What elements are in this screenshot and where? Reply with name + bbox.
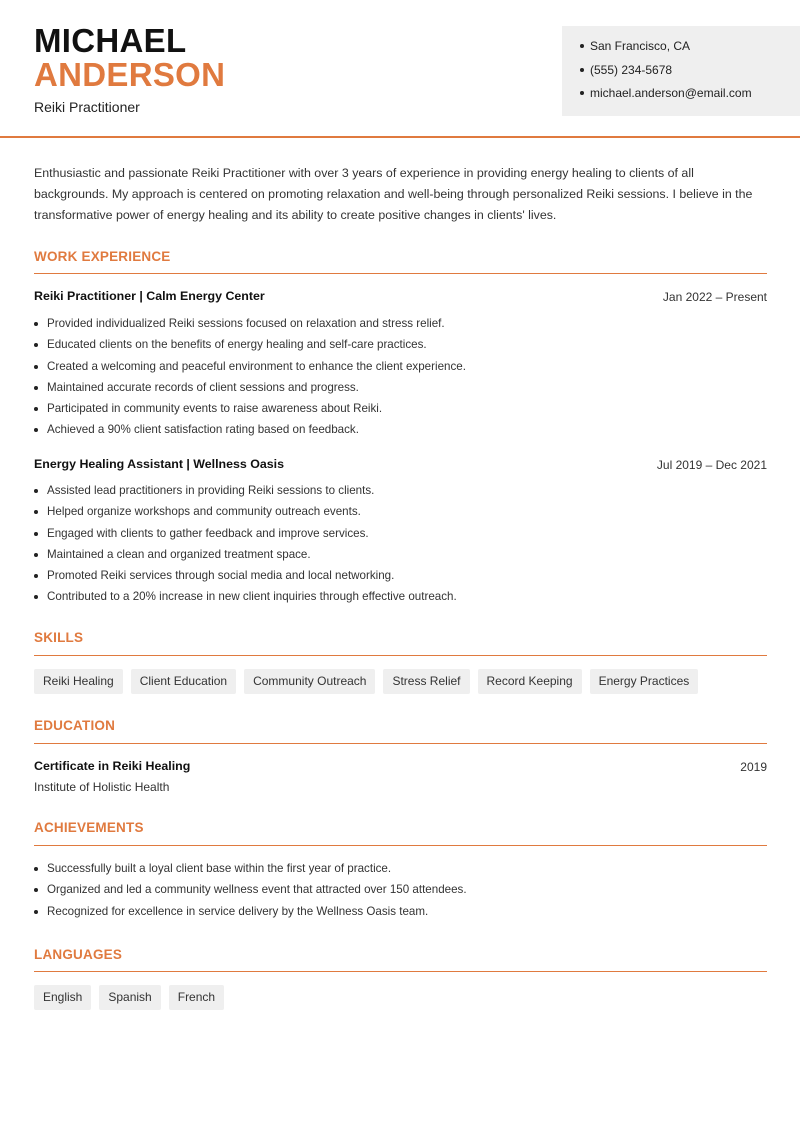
language-tag: Spanish: [99, 985, 160, 1010]
bullet-icon: [580, 68, 584, 72]
list-item: Educated clients on the benefits of energy healing and self-care practices.: [34, 337, 466, 358]
bullet-icon: [34, 489, 38, 493]
section-divider: [34, 743, 767, 744]
achievements-heading: ACHIEVEMENTS: [34, 820, 144, 835]
work-experience-heading: WORK EXPERIENCE: [34, 249, 171, 264]
candidate-name: [34, 24, 225, 92]
skills-tags: [34, 669, 698, 694]
language-tags: [34, 985, 224, 1010]
language-tag: English: [34, 985, 91, 1010]
section-divider: [34, 971, 767, 972]
bullet-icon: [34, 532, 38, 536]
list-item: Recognized for excellence in service delivery by the Wellness Oasis team.: [34, 904, 467, 925]
list-item: Organized and led a community wellness event that attracted over 150 attendees.: [34, 882, 467, 903]
bullet-icon: [34, 386, 38, 390]
education-year: 2019: [740, 760, 767, 774]
list-item: Contributed to a 20% increase in new client inquiries through effective outreach.: [34, 589, 457, 610]
job-1-title: Reiki Practitioner | Calm Energy Center: [34, 289, 265, 303]
skill-tag: Reiki Healing: [34, 669, 123, 694]
achievements-list: [34, 861, 467, 925]
bullet-icon: [34, 428, 38, 432]
section-divider: [34, 655, 767, 656]
bullet-icon: [34, 510, 38, 514]
bullet-icon: [580, 91, 584, 95]
bullet-icon: [34, 343, 38, 347]
contact-location: San Francisco, CA: [580, 38, 752, 62]
education-heading: EDUCATION: [34, 718, 116, 733]
education-institution: Institute of Holistic Health: [34, 780, 170, 794]
list-item: Provided individualized Reiki sessions focused on relaxation and stress relief.: [34, 316, 466, 337]
bullet-icon: [34, 867, 38, 871]
list-item: Maintained a clean and organized treatment space.: [34, 547, 457, 568]
list-item: Successfully built a loyal client base within the first year of practice.: [34, 861, 467, 882]
job-1-bullets: [34, 316, 466, 444]
section-divider: [34, 273, 767, 274]
bullet-icon: [34, 407, 38, 411]
last-name: ANDERSON: [34, 56, 226, 93]
list-item: Assisted lead practitioners in providing Reiki sessions to clients.: [34, 483, 457, 504]
bullet-icon: [34, 574, 38, 578]
languages-heading: LANGUAGES: [34, 947, 123, 962]
skill-tag: Energy Practices: [590, 669, 699, 694]
job-role: Reiki Practitioner: [34, 99, 140, 115]
bullet-icon: [34, 888, 38, 892]
skills-heading: SKILLS: [34, 630, 84, 645]
summary-text: Enthusiastic and passionate Reiki Practitioner with over 3 years of experience in providing energy healing to clients of all backgrounds. My approach is centered on promoting relaxation and well-being through personalized Reiki sessions. I believe in the transformative power of energy healing and its ability to create positive changes in clients' lives.: [34, 166, 753, 222]
first-name: MICHAEL: [34, 22, 187, 59]
list-item: Helped organize workshops and community outreach events.: [34, 504, 457, 525]
list-item: Engaged with clients to gather feedback and improve services.: [34, 526, 457, 547]
bullet-icon: [34, 595, 38, 599]
contact-phone: (555) 234-5678: [580, 62, 752, 86]
job-2-bullets: [34, 483, 457, 611]
list-item: Participated in community events to raise awareness about Reiki.: [34, 401, 466, 422]
list-item: Achieved a 90% client satisfaction rating based on feedback.: [34, 422, 466, 443]
job-2-date: Jul 2019 – Dec 2021: [656, 458, 767, 472]
list-item: Created a welcoming and peaceful environment to enhance the client experience.: [34, 359, 466, 380]
bullet-icon: [34, 553, 38, 557]
contact-box: [562, 26, 800, 116]
job-1-date: Jan 2022 – Present: [662, 290, 767, 304]
list-item: Promoted Reiki services through social media and local networking.: [34, 568, 457, 589]
bullet-icon: [34, 322, 38, 326]
education-degree: Certificate in Reiki Healing: [34, 759, 191, 773]
skill-tag: Community Outreach: [244, 669, 375, 694]
contact-email: michael.anderson@email.com: [580, 85, 752, 109]
bullet-icon: [34, 910, 38, 914]
skill-tag: Client Education: [131, 669, 236, 694]
resume-header: [0, 0, 800, 138]
bullet-icon: [34, 365, 38, 369]
section-divider: [34, 845, 767, 846]
skill-tag: Record Keeping: [478, 669, 582, 694]
skill-tag: Stress Relief: [383, 669, 469, 694]
bullet-icon: [580, 44, 584, 48]
list-item: Maintained accurate records of client sessions and progress.: [34, 380, 466, 401]
language-tag: French: [169, 985, 224, 1010]
job-2-title: Energy Healing Assistant | Wellness Oasis: [34, 457, 284, 471]
